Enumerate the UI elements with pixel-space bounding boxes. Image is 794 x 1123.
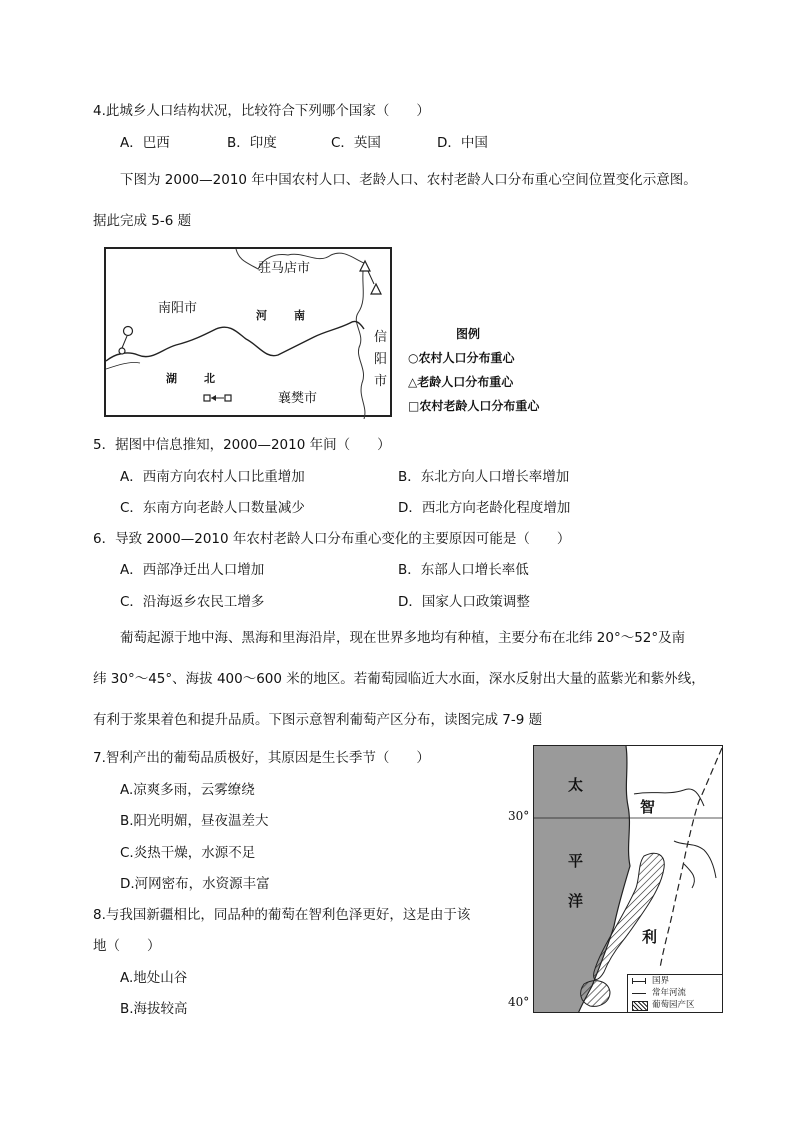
legend-rural-elderly-center: □农村老龄人口分布重心 [408, 399, 540, 413]
q4-option-d: D．中国 [437, 135, 488, 151]
legend-river-label: 常年河流 [652, 988, 687, 998]
intro2-line2: 纬 30°～45°、海拔 400～600 米的地区。若葡萄园临近大水面，深水反射出大量的蓝紫光和紫外线， [93, 671, 705, 687]
q7-option-c: C.炎热干燥，水源不足 [120, 845, 256, 861]
label-chile-2: 利 [642, 928, 658, 946]
legend-grape [628, 999, 723, 1011]
map2-legend [627, 974, 723, 1013]
q6-option-d: D．国家人口政策调整 [398, 594, 530, 610]
q7-option-b: B.阳光明媚，昼夜温差大 [120, 813, 269, 829]
q5-option-d: D．西北方向老龄化程度增加 [398, 500, 571, 516]
q8-option-b: B.海拔较高 [120, 1001, 188, 1017]
q6-option-a: A．西部净迁出人口增加 [120, 562, 265, 578]
label-xiangfan: 襄樊市 [278, 391, 318, 406]
label-xinyang: 信阳市 [374, 330, 388, 389]
population-center-map [104, 247, 392, 417]
label-lat-40: 40° [508, 995, 530, 1009]
legend-grape-label: 葡萄园产区 [652, 1000, 695, 1010]
label-nanyang: 南阳市 [158, 301, 198, 316]
q4-option-c: C．英国 [331, 135, 381, 151]
intro2-line3: 有利于浆果着色和提升品质。下图示意智利葡萄产区分布，读图完成 7-9 题 [93, 712, 543, 728]
q7-option-d: D.河网密布，水资源丰富 [120, 876, 270, 892]
q5-option-a: A．西南方向农村人口比重增加 [120, 469, 305, 485]
q4-stem: 4.此城乡人口结构状况，比较符合下列哪个国家（ ） [93, 103, 430, 119]
legend-river [628, 987, 723, 999]
q6-stem: 6．导致 2000—2010 年农村老龄人口分布重心变化的主要原因可能是（ ） [93, 531, 571, 547]
legend-elderly-center: △老龄人口分布重心 [408, 375, 514, 389]
legend-border-label: 国界 [652, 976, 670, 986]
label-pacific-2: 平 [568, 852, 584, 870]
label-hubei: 湖 北 [166, 372, 223, 385]
label-pacific-1: 太 [568, 776, 584, 794]
q7-stem: 7.智利产出的葡萄品质极好，其原因是生长季节（ ） [93, 750, 430, 766]
q6-option-b: B．东部人口增长率低 [398, 562, 529, 578]
map1-legend [408, 322, 539, 418]
q5-stem: 5．据图中信息推知，2000—2010 年间（ ） [93, 437, 391, 453]
legend-border [628, 975, 723, 987]
map1-lines [106, 249, 394, 419]
label-lat-30: 30° [508, 809, 530, 823]
label-pacific-3: 洋 [568, 892, 584, 910]
q4-option-a: A．巴西 [120, 135, 170, 151]
q6-option-c: C．沿海返乡农民工增多 [120, 594, 265, 610]
intro2-line1: 葡萄起源于地中海、黑海和里海沿岸，现在世界多地均有种植，主要分布在北纬 20°～52°及南 [120, 630, 686, 646]
q5-option-c: C．东南方向老龄人口数量减少 [120, 500, 305, 516]
label-chile-1: 智 [640, 798, 656, 816]
legend-title: 图例 [456, 327, 481, 341]
legend-rural-center: ○农村人口分布重心 [408, 351, 515, 365]
q4-option-b: B．印度 [227, 135, 277, 151]
q7-option-a: A.凉爽多雨，云雾缭绕 [120, 782, 255, 798]
map2-shapes [534, 746, 723, 1013]
q8-option-a: A.地处山谷 [120, 970, 188, 986]
q5-option-b: B．东北方向人口增长率增加 [398, 469, 570, 485]
q8-stem-line1: 8.与我国新疆相比，同品种的葡萄在智利色泽更好，这是由于该 [93, 907, 471, 923]
q8-stem-line2: 地（ ） [93, 938, 161, 954]
chile-vineyard-map [533, 745, 723, 1013]
label-zhumadian: 驻马店市 [258, 261, 311, 276]
intro1-line2: 据此完成 5-6 题 [93, 213, 192, 229]
label-henan: 河 南 [256, 309, 313, 322]
intro1-line1: 下图为 2000—2010 年中国农村人口、老龄人口、农村老龄人口分布重心空间位置变化示意图。 [120, 172, 697, 188]
